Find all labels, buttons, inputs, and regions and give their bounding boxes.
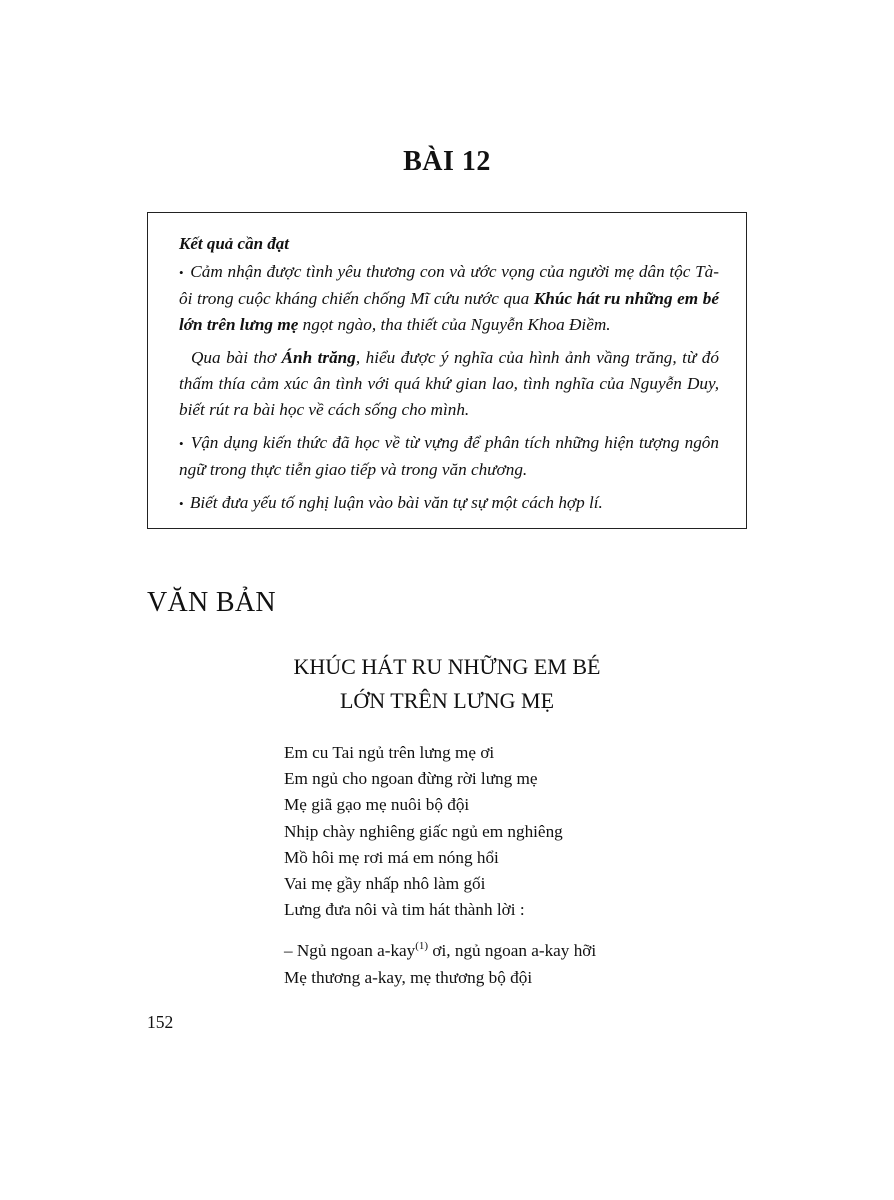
poem-title-line-1: KHÚC HÁT RU NHỮNG EM BÉ (293, 654, 601, 679)
poem-line: Lưng đưa nôi và tim hát thành lời : (284, 900, 525, 920)
outcome-item-2-text-post: , hiểu được ý nghĩa của hình ảnh vầng trăng, từ đó thấm thía cảm xúc ân tình với quá khứ gian lao, tình nghĩa của Nguyễn Duy, biết rút ra bài học về cách sống cho mình. (179, 348, 719, 419)
bullet-icon: • (179, 496, 184, 511)
outcome-item-2-poem-title: Ánh trăng (281, 348, 356, 367)
outcomes-heading: Kết quả cần đạt (179, 234, 290, 253)
outcome-item-1 (179, 259, 719, 338)
poem-refrain-line (284, 933, 596, 964)
outcome-item-1-poem-title: Khúc hát ru những em bé lớn trên lưng mẹ (179, 289, 719, 334)
outcome-item-4 (179, 490, 719, 517)
bullet-icon: • (179, 265, 184, 280)
lesson-title: BÀI 12 (403, 146, 491, 177)
poem-line: Nhịp chày nghiêng giấc ngủ em nghiêng (284, 821, 563, 841)
outcome-item-3 (179, 430, 719, 483)
poem-line: Mẹ thương a-kay, mẹ thương bộ đội (284, 967, 533, 987)
outcome-item-3-text: Vận dụng kiến thức đã học về từ vựng để phân tích những hiện tượng ngôn ngữ trong thực tiễn giao tiếp và trong văn chương. (179, 433, 719, 479)
footnote-marker[interactable]: (1) (415, 940, 429, 953)
poem-line: Em ngủ cho ngoan đừng rời lưng mẹ (284, 769, 538, 789)
poem-refrain-post: ơi, ngủ ngoan a-kay hỡi (428, 941, 597, 961)
page-number: 152 (147, 1012, 174, 1032)
bullet-icon: • (179, 436, 184, 451)
poem-body (284, 740, 596, 991)
poem-line: Mồ hôi mẹ rơi má em nóng hổi (284, 847, 499, 867)
poem-refrain-pre: – Ngủ ngoan a-kay (284, 941, 416, 961)
poem-line: Em cu Tai ngủ trên lưng mẹ ơi (284, 743, 495, 762)
learning-outcomes-box (147, 212, 747, 529)
poem-title (0, 650, 894, 718)
poem-line: Vai mẹ gầy nhấp nhô làm gối (284, 874, 486, 894)
outcome-item-2 (179, 345, 719, 423)
outcome-item-1-text-post: ngọt ngào, tha thiết của Nguyễn Khoa Điềm. (298, 315, 611, 334)
poem-title-line-2: LỚN TRÊN LƯNG MẸ (339, 688, 555, 713)
outcome-item-4-text: Biết đưa yếu tố nghị luận vào bài văn tự sự một cách hợp lí. (189, 493, 603, 512)
outcome-item-2-text-pre: Qua bài thơ (191, 348, 282, 367)
section-title: VĂN BẢN (147, 587, 276, 618)
outcome-item-1-text-pre: Cảm nhận được tình yêu thương con và ước vọng của người mẹ dân tộc Tà-ôi trong cuộc kháng chiến chống Mĩ cứu nước qua (179, 262, 720, 308)
poem-line: Mẹ giã gạo mẹ nuôi bộ đội (284, 795, 470, 815)
